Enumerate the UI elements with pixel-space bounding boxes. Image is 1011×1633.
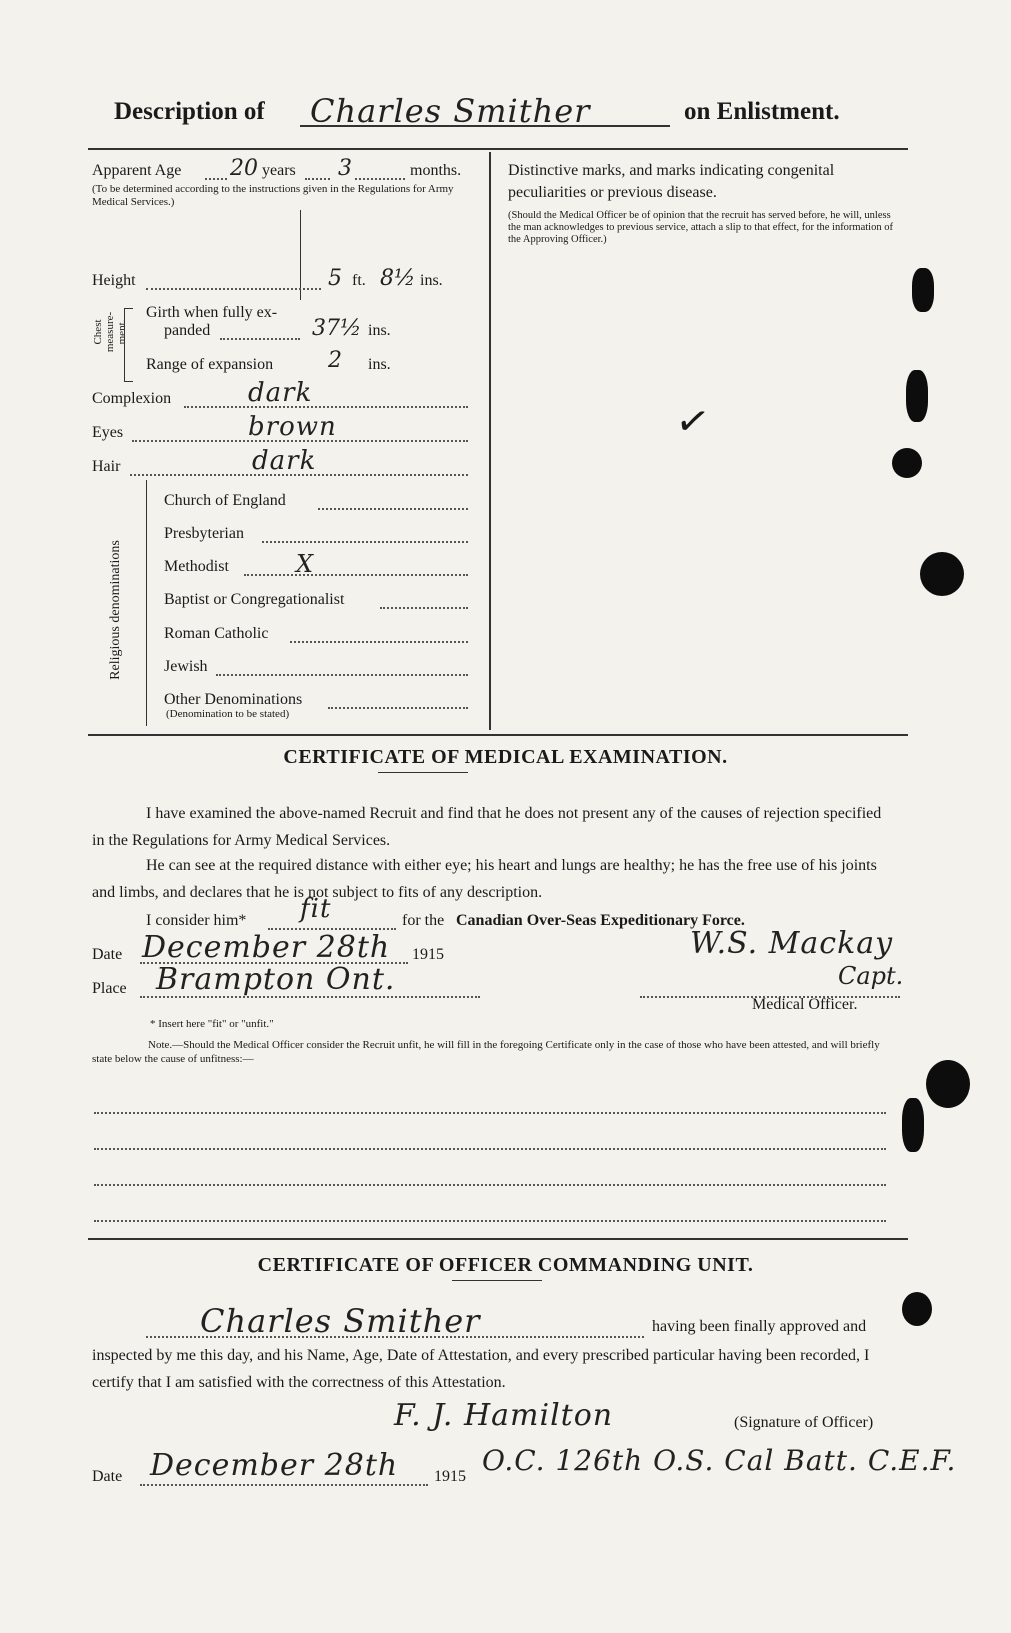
punch-hole-1 — [912, 268, 934, 312]
consider-suffix-2: Canadian Over-Seas Expeditionary Force. — [456, 912, 745, 929]
chest-side-label: Chest measure-ment. — [92, 311, 128, 353]
girth-value: 37½ — [312, 316, 362, 341]
punch-hole-3 — [892, 448, 922, 478]
medical-para-1: I have examined the above-named Recruit and find that he does not present any of the causes of rejection specified in the Regulations for Army Medical Services. — [92, 805, 882, 849]
punch-hole-6 — [902, 1098, 924, 1152]
medical-date-handwritten: December 28th — [142, 930, 391, 965]
range-value: 2 — [328, 348, 342, 373]
age-years-value: 20 — [230, 156, 258, 181]
tick-mark: ✓ — [672, 396, 714, 447]
religion-item-baptist: Baptist or Congregationalist — [164, 591, 345, 608]
age-years-label: years — [262, 162, 296, 179]
religion-item-other: Other Denominations — [164, 691, 303, 708]
signature-of-officer-label: (Signature of Officer) — [734, 1414, 874, 1431]
religion-item-church-of-england: Church of England — [164, 492, 286, 509]
medical-officer-signature: W.S. Mackay — [690, 926, 894, 961]
medical-para-2: He can see at the required distance with either eye; his heart and lungs are healthy; he has the free use of his joints and limbs, and declares that he is not subject to fits of any description. — [92, 857, 877, 901]
consider-prefix: I consider him* — [146, 912, 247, 929]
religion-bracket-rule — [146, 480, 147, 726]
height-ins-value: 8½ — [380, 266, 416, 291]
range-unit: ins. — [368, 356, 391, 373]
commanding-date-handwritten: December 28th — [150, 1448, 399, 1483]
unfit-line-1 — [94, 1112, 886, 1114]
medical-signature-rank: Capt. — [838, 962, 904, 990]
unfit-line-4 — [94, 1220, 886, 1222]
medical-place-handwritten: Brampton Ont. — [156, 962, 396, 997]
girth-label-2: panded — [164, 322, 211, 339]
eyes-label: Eyes — [92, 424, 124, 441]
religion-item-roman-catholic: Roman Catholic — [164, 625, 269, 642]
top-rule — [88, 148, 908, 150]
marks-label: Distinctive marks, and marks indicating congenital peculiarities or previous disease. — [508, 162, 835, 201]
complexion-value: dark — [248, 378, 313, 408]
unfit-line-2 — [94, 1148, 886, 1150]
unfit-note: Note.—Should the Medical Officer consider the Recruit unfit, he will fill in the foregoing Certificate only in the case of those who have been attested, and will briefly state below the cause of unfitness:— — [92, 1039, 880, 1065]
age-months-value: 3 — [338, 156, 352, 181]
medical-top-rule — [88, 734, 908, 736]
consider-value-handwritten: fit — [300, 894, 332, 924]
consider-suffix-1: for the — [402, 912, 445, 929]
eyes-value: brown — [248, 412, 337, 442]
age-months-label: months. — [410, 162, 462, 179]
commanding-date-year: 1915 — [434, 1468, 466, 1485]
height-ins-label: ins. — [420, 272, 443, 289]
age-note: (To be determined according to the instructions given in the Regulations for Army Medical Services.) — [92, 183, 454, 208]
commanding-officer-signature: F. J. Hamilton — [394, 1398, 614, 1433]
marks-note: (Should the Medical Officer be of opinion that the recruit has served before, he will, unless the man acknowledges to previous service, attach a slip to that effect, for the information of the Approving Officer.) — [508, 210, 893, 245]
medical-certificate-title: CERTIFICATE OF MEDICAL EXAMINATION. — [283, 746, 728, 768]
religion-other-note: (Denomination to be stated) — [166, 708, 290, 720]
commanding-unit-handwritten: O.C. 126th O.S. Cal Batt. C.E.F. — [482, 1444, 957, 1477]
commanding-date-label: Date — [92, 1468, 123, 1485]
commanding-line1-suffix: having been finally approved and — [652, 1318, 867, 1335]
medical-officer-label: Medical Officer. — [752, 996, 858, 1013]
punch-hole-7 — [902, 1292, 932, 1326]
height-label: Height — [92, 272, 136, 289]
commanding-certificate-title: CERTIFICATE OF OFFICER COMMANDING UNIT. — [257, 1254, 754, 1276]
religion-item-presbyterian: Presbyterian — [164, 525, 244, 542]
commanding-top-rule — [88, 1238, 908, 1240]
commanding-para: inspected by me this day, and his Name, Age, Date of Attestation, and every prescribed particular having been recorded, I certify that I am satisfied with the correctness of this Attestation. — [92, 1347, 870, 1391]
religion-side-label: Religious denominations — [108, 540, 123, 680]
range-label: Range of expansion — [146, 356, 274, 373]
punch-hole-2 — [906, 370, 928, 422]
complexion-label: Complexion — [92, 390, 172, 407]
punch-hole-4 — [920, 552, 964, 596]
religion-item-jewish: Jewish — [164, 658, 208, 675]
insert-note: * Insert here "fit" or "unfit." — [150, 1018, 274, 1030]
unfit-line-3 — [94, 1184, 886, 1186]
header-suffix: on Enlistment. — [684, 98, 840, 125]
religion-item-methodist: Methodist — [164, 558, 229, 575]
header-prefix: Description of — [114, 98, 265, 125]
medical-place-label: Place — [92, 980, 127, 997]
age-label: Apparent Age — [92, 162, 182, 179]
height-ft-value: 5 — [328, 266, 342, 291]
hair-label: Hair — [92, 458, 121, 475]
height-ft-label: ft. — [352, 272, 366, 289]
hair-value: dark — [252, 446, 317, 476]
girth-label-1: Girth when fully ex- — [146, 304, 278, 321]
punch-hole-5 — [926, 1060, 970, 1108]
medical-date-label: Date — [92, 946, 123, 963]
medical-date-year: 1915 — [412, 946, 444, 963]
commanding-recruit-name: Charles Smither — [200, 1302, 481, 1340]
left-inner-rule — [300, 210, 301, 300]
recruit-name-handwritten: Charles Smither — [310, 92, 591, 130]
religion-methodist-mark: X — [296, 550, 314, 578]
column-divider — [489, 152, 491, 730]
girth-unit: ins. — [368, 322, 391, 339]
